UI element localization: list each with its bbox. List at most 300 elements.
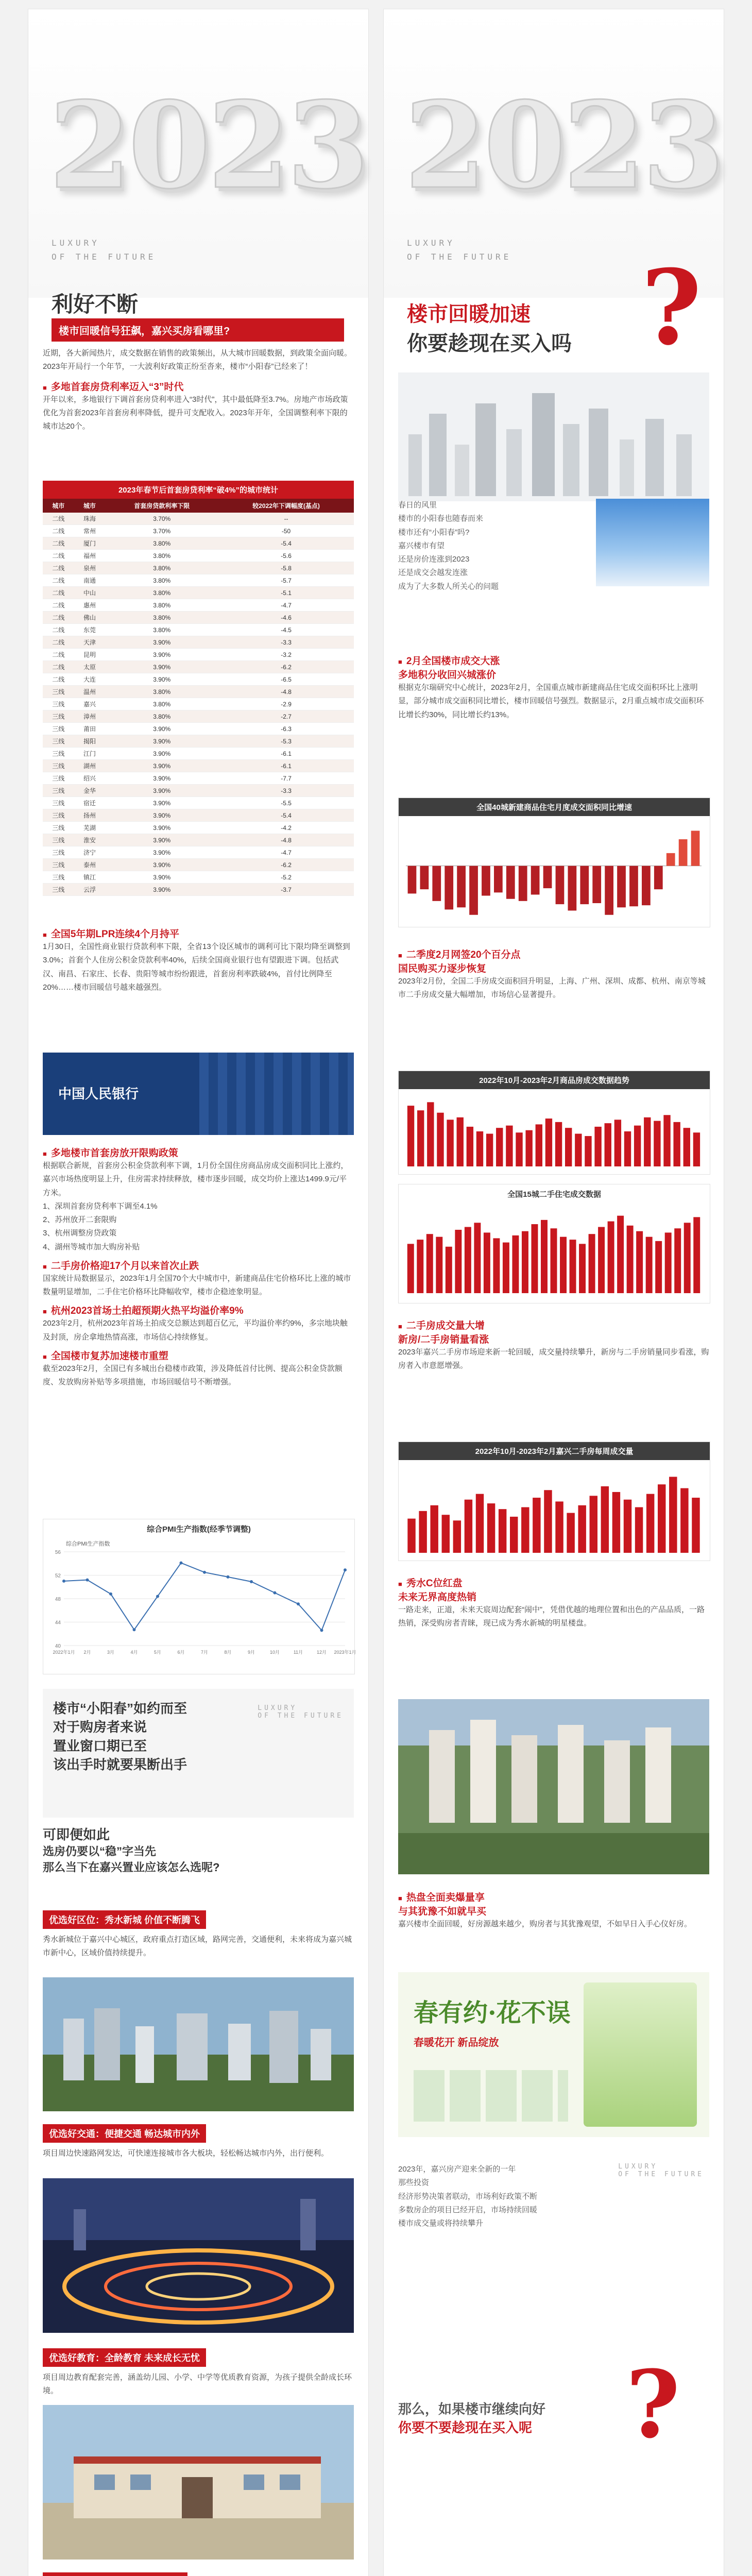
table-cell: 揭阳: [74, 735, 106, 748]
section-body: 2023年2月，杭州2023年首场土拍成交总额达到超百亿元，平均溢价率约9%，多宗地块触及封顶，房企拿地热情高涨，市场信心持续修复。: [43, 1319, 348, 1342]
table-cell: --: [218, 513, 354, 525]
bar: [430, 1505, 438, 1553]
chart-title: 全国40城新建商品住宅月度成交面积同比增速: [399, 798, 710, 816]
bar: [447, 1120, 453, 1166]
bar: [476, 1494, 484, 1553]
table-cell: 3.80%: [105, 599, 218, 612]
spring-subtitle: 春暖花开 新品绽放: [414, 2037, 499, 2048]
table-cell: 芜湖: [74, 822, 106, 834]
table-row: [43, 587, 354, 599]
table-row: [43, 649, 354, 661]
bar: [427, 1102, 434, 1166]
bar: [642, 866, 651, 905]
bar: [408, 866, 417, 894]
table-cell: 温州: [74, 686, 106, 698]
table-cell: 惠州: [74, 599, 106, 612]
table-cell: 三线: [43, 710, 74, 723]
table-cell: 三线: [43, 760, 74, 772]
advantage-2: [43, 2124, 354, 2160]
bar: [445, 866, 453, 910]
table-row: [43, 710, 354, 723]
bar: [646, 1494, 654, 1553]
table-row: [43, 612, 354, 624]
bar: [674, 1228, 681, 1293]
bar: [510, 1517, 518, 1553]
bar: [601, 1486, 609, 1553]
table-cell: -5.7: [218, 574, 354, 587]
traffic-photo: [43, 2178, 354, 2333]
bar: [693, 1217, 700, 1293]
table-row: [43, 723, 354, 735]
bar: [590, 1496, 597, 1553]
table-cell: 3.90%: [105, 859, 218, 871]
table-row: [43, 735, 354, 748]
bank-name: 中国人民银行: [58, 1086, 139, 1101]
right-title: 楼市回暖加速: [407, 303, 531, 326]
table-cell: 3.90%: [105, 871, 218, 884]
table-cell: -4.7: [218, 846, 354, 859]
table-cell: 3.90%: [105, 735, 218, 748]
table-cell: 二线: [43, 649, 74, 661]
school-photo: [43, 2405, 354, 2560]
district-photo-graphic: [43, 1977, 354, 2111]
weekly-chart-svg: [399, 1460, 709, 1560]
table-row: [43, 562, 354, 574]
section-heading: ■ 二季度2月网签20个百分点 国民购买力逐步恢复: [398, 947, 709, 975]
project-aerial-photo: [398, 1699, 709, 1874]
table-cell: -6.5: [218, 673, 354, 686]
trend-chart: [398, 1071, 710, 1175]
table-cell: 三线: [43, 686, 74, 698]
table-cell: 3.80%: [105, 698, 218, 710]
bar: [570, 1240, 576, 1293]
table-cell: 3.90%: [105, 834, 218, 846]
bar: [467, 1127, 473, 1166]
table-cell: 3.90%: [105, 772, 218, 785]
table-cell: 3.80%: [105, 587, 218, 599]
bar: [605, 866, 613, 915]
table-cell: -5.6: [218, 550, 354, 562]
table-cell: 3.90%: [105, 673, 218, 686]
table-row: [43, 673, 354, 686]
table-cell: -4.2: [218, 822, 354, 834]
bar: [578, 1505, 586, 1553]
bar: [568, 866, 577, 911]
table-cell: 3.70%: [105, 513, 218, 525]
table-row: [43, 636, 354, 649]
bar: [455, 1230, 462, 1293]
hero-tagline: LUXURY OF THE FUTURE: [407, 238, 512, 262]
data-point: [86, 1579, 89, 1582]
mid-q2: 选房仍要以“稳”字当先 那么当下在嘉兴置业应该怎么选呢?: [43, 1845, 220, 1874]
section-body: 国家统计局数据显示，2023年1月全国70个大中城市中，新建商品住宅价格环比上涨的城市数量明显增加，二手住宅价格环比降幅收窄，楼市企稳迹象明显。: [43, 1274, 351, 1296]
section-heading: ■ 热盘全面卖爆量享 与其犹豫不如就早买: [398, 1890, 709, 1918]
bar: [693, 1132, 700, 1166]
section-heading: ■ 全国楼市复苏加速楼市重塑: [43, 1348, 354, 1362]
table-cell: -2.7: [218, 710, 354, 723]
table-cell: 三线: [43, 834, 74, 846]
section-list: 1、深圳首套房贷利率下调至4.1% 2、苏州放开二套限购 3、杭州调整房贷政策 4、湖州等城市加大购房补贴: [43, 1201, 158, 1251]
question-mark-icon: ?: [641, 247, 702, 368]
table-cell: 二线: [43, 587, 74, 599]
bar: [493, 1238, 500, 1293]
bar: [665, 1232, 672, 1293]
data-point: [274, 1591, 277, 1595]
table-header-cell: 城市: [74, 499, 106, 513]
bar: [560, 1237, 567, 1293]
table-cell: 江门: [74, 748, 106, 760]
bar: [684, 1223, 691, 1293]
right-title-block: [407, 298, 572, 357]
bar: [627, 1226, 634, 1293]
rate-table-block: [43, 481, 354, 896]
intro-list-block: [398, 499, 709, 597]
table-cell: 三线: [43, 698, 74, 710]
table-row: [43, 525, 354, 537]
table-cell: 三线: [43, 822, 74, 834]
skyline-graphic: [398, 372, 709, 501]
bar: [432, 866, 441, 901]
bar: [465, 1227, 471, 1293]
bar: [624, 1131, 631, 1166]
table-row: [43, 859, 354, 871]
table-row: [43, 822, 354, 834]
trend-chart-svg: [399, 1089, 709, 1174]
table-cell: -4.8: [218, 686, 354, 698]
x-tick-label: 3月: [107, 1650, 115, 1655]
bar: [669, 1477, 677, 1553]
table-cell: -6.1: [218, 760, 354, 772]
hero-tagline: LUXURY OF THE FUTURE: [52, 238, 157, 262]
right-subtitle: 你要趁现在买入吗: [407, 332, 572, 355]
end-tagline: LUXURY OF THE FUTURE: [618, 2163, 704, 2178]
bar: [624, 1500, 631, 1553]
table-cell: -5.5: [218, 797, 354, 809]
x-tick-label: 2023年1月: [334, 1650, 356, 1655]
bar: [683, 1128, 690, 1166]
table-cell: -4.8: [218, 834, 354, 846]
table-header-cell: 较2022年下调幅度(基点): [218, 499, 354, 513]
bank-image: [43, 1053, 354, 1135]
table-cell: -2.9: [218, 698, 354, 710]
bar: [531, 866, 540, 895]
bar: [543, 866, 552, 888]
table-cell: 泉州: [74, 562, 106, 574]
bar: [407, 1244, 414, 1293]
intro-list: 春日的风里 楼市的小阳春也随春而来 楼市还有“小阳春”吗? 嘉兴楼市有望 还是房价连涨到2023 还是成交会越发连涨 成为了大多数人所关心的问题: [398, 501, 499, 591]
bar: [680, 1488, 688, 1553]
table-cell: -3.3: [218, 636, 354, 649]
intro-section: [43, 347, 354, 433]
purchase-limit-section: [43, 1145, 354, 1389]
table-cell: 3.80%: [105, 574, 218, 587]
y-tick-label: 56: [55, 1550, 61, 1555]
table-row: [43, 797, 354, 809]
chart-title: 全国15城二手住宅成交数据: [507, 1190, 601, 1199]
table-cell: 3.80%: [105, 562, 218, 574]
section-heading: ■ 秀水C位红盘 未来无界高度热销: [398, 1575, 709, 1603]
feature-strip: [414, 2070, 568, 2122]
table-cell: 淮安: [74, 834, 106, 846]
traffic-photo-graphic: [43, 2178, 354, 2333]
table-cell: 福州: [74, 550, 106, 562]
bar: [658, 1484, 665, 1553]
hero-year: 2023: [49, 76, 367, 215]
bar: [551, 1228, 557, 1293]
section-heading: ■ 全国5年期LPR连续4个月持平: [43, 926, 354, 940]
bar: [474, 1223, 481, 1293]
table-row: [43, 574, 354, 587]
mid-title-2: 对于购房者来说 置业窗口期已至 该出手时就要果断出手: [53, 1719, 187, 1773]
table-cell: -5.4: [218, 809, 354, 822]
advantage-heading: 优选好区位：秀水新城 价值不断腾飞: [43, 1910, 206, 1929]
table-cell: 三线: [43, 859, 74, 871]
table-row: [43, 748, 354, 760]
table-row: [43, 624, 354, 636]
table-cell: 三线: [43, 884, 74, 896]
section-body: 2023年2月份，全国二手房成交面积回升明显，上海、广州、深圳、成都、杭州、南京等城市二手房成交量大幅增加，市场信心显著提升。: [398, 977, 706, 999]
bar: [469, 866, 478, 915]
bar: [496, 1128, 503, 1166]
x-tick-label: 11月: [293, 1650, 303, 1655]
x-tick-label: 5月: [153, 1650, 162, 1655]
table-cell: 金华: [74, 785, 106, 797]
data-point: [320, 1629, 323, 1632]
district-photo: [43, 1977, 354, 2111]
table-cell: 3.90%: [105, 809, 218, 822]
advantage-body: 秀水新城位于嘉兴中心城区，政府重点打造区域，路网完善，交通便利，未来将成为嘉兴城市新中心，区域价值持续提升。: [43, 1935, 352, 1958]
table-header-cell: 城市: [43, 499, 74, 513]
section-body: 1月30日，全国性商业银行贷款利率下限，全省13个设区城市的调利可比下限均降至调整到3.0%；首套个人住房公积金贷款利率40%，后续全国商业银行也有望跟进下调。包括武汉、南昌、石家庄、长春、贵阳等城市纷纷跟进，首套房利率跌破4%，首付比例降至20%……楼市回暖信号越来越强烈。: [43, 942, 350, 992]
table-cell: 中山: [74, 587, 106, 599]
mid-q1: 可即便如此: [43, 1827, 110, 1842]
bar: [519, 866, 527, 901]
bar: [476, 1131, 483, 1166]
table-cell: 珠海: [74, 513, 106, 525]
advantage-body: 项目周边快速路网发达，可快速连接城市各大板块，轻松畅达城市内外，出行便利。: [43, 2149, 329, 2158]
table-cell: 济宁: [74, 846, 106, 859]
bar: [614, 1120, 621, 1166]
table-cell: 二线: [43, 513, 74, 525]
table-cell: 三线: [43, 772, 74, 785]
table-cell: -4.7: [218, 599, 354, 612]
table-cell: -6.3: [218, 723, 354, 735]
table-cell: 大连: [74, 673, 106, 686]
r-section-4: [398, 1575, 709, 1631]
pmi-chart-svg: [43, 1536, 356, 1671]
data-point: [156, 1595, 159, 1598]
table-cell: 三线: [43, 871, 74, 884]
table-cell: 三线: [43, 723, 74, 735]
table-cell: 3.80%: [105, 710, 218, 723]
table-cell: 三线: [43, 846, 74, 859]
bar: [654, 866, 663, 889]
table-row: [43, 686, 354, 698]
section-body: 根据克尔瑞研究中心统计，2023年2月，全国重点城市新建商品住宅成交面积环比上涨明显，部分城市成交面积同比增长，楼市回暖信号强烈。数据显示，2月重点城市成交面积环比增长约30%，同比增长约13%。: [398, 683, 704, 719]
bar: [691, 831, 700, 866]
table-cell: -4.6: [218, 612, 354, 624]
bar: [565, 1128, 572, 1166]
end-q2: 你要不要趁现在买入呢: [398, 2420, 533, 2436]
table-cell: 二线: [43, 562, 74, 574]
end-list: 2023年，嘉兴房产迎来全新的一年 那些投资 经济形势决策者联动，市场利好政策不断 多数房企的项目已经开启，市场持续回暖 楼市成交量或将持续攀升: [398, 2165, 538, 2228]
bar: [654, 1121, 660, 1166]
bar: [417, 1240, 423, 1293]
table-row: [43, 884, 354, 896]
table-cell: -6.1: [218, 748, 354, 760]
table-cell: 3.70%: [105, 525, 218, 537]
table-row: [43, 871, 354, 884]
bar: [655, 1241, 662, 1293]
bar: [437, 1113, 443, 1166]
chart-title: 2022年10月-2023年2月嘉兴二手房每周成交量: [399, 1442, 710, 1460]
mid-question: [43, 1825, 354, 1876]
section-body: 开年以来，多地银行下调首套房贷利率进入“3时代”，其中最低降至3.7%。房地产市场政策优化为首套2023年首套房利率降低，提升可支配收入。2023年开年，全国调整利率下限的城市达20个。: [43, 395, 348, 431]
x-tick-label: 7月: [200, 1650, 209, 1655]
project-aerial-graphic: [398, 1699, 709, 1874]
table-cell: 3.80%: [105, 612, 218, 624]
end-list-block: [398, 2163, 709, 2230]
table-cell: -50: [218, 525, 354, 537]
data-point: [133, 1628, 136, 1631]
section-body: 嘉兴楼市全面回暖，好房源越来越少，购房者与其犹豫观望，不如早日入手心仪好房。: [398, 1920, 692, 1928]
section-body: 根据联合新规，首套房公积金贷款利率下调，1月份全国住房商品房成交面积同比上涨约，嘉兴市场热度明显上升，住房需求持续释放，楼市逐步回暖，成交均价上涨达1499.9元/平方米。: [43, 1161, 349, 1197]
table-cell: 二线: [43, 550, 74, 562]
table-cell: 三线: [43, 785, 74, 797]
bar: [436, 1237, 442, 1293]
bar: [419, 1511, 426, 1553]
question-mark-icon: ?: [626, 2350, 680, 2459]
table-cell: 常州: [74, 525, 106, 537]
table-cell: 二线: [43, 525, 74, 537]
table-cell: 二线: [43, 537, 74, 550]
x-tick-label: 4月: [130, 1650, 138, 1655]
table-cell: 三线: [43, 735, 74, 748]
chart-title: 2022年10月-2023年2月商品房成交数据趋势: [399, 1071, 710, 1089]
mid-tagline: LUXURY OF THE FUTURE: [258, 1704, 344, 1720]
table-row: [43, 760, 354, 772]
table-cell: 3.80%: [105, 537, 218, 550]
building-render: [584, 1982, 697, 2127]
table-cell: -5.2: [218, 871, 354, 884]
table-cell: 泰州: [74, 859, 106, 871]
bar: [426, 1234, 433, 1293]
bar: [499, 1509, 506, 1553]
table-cell: 3.90%: [105, 661, 218, 673]
table-cell: 绍兴: [74, 772, 106, 785]
intro-text: 近期，各大新闻热片，成交数据在销售的政策频出，从大城市回暖数据，到政策全面向暖。2023年开局行一个年节，一大波利好政策正纷至沓来，楼市“小阳春”已经来了！: [43, 349, 352, 371]
table-cell: 3.90%: [105, 748, 218, 760]
data-point: [250, 1580, 253, 1583]
table-cell: -3.7: [218, 884, 354, 896]
bar: [598, 1227, 605, 1293]
y-tick-label: 40: [55, 1643, 61, 1649]
table-cell: 二线: [43, 661, 74, 673]
yoy-chart: [398, 798, 710, 927]
table-row: [43, 537, 354, 550]
bar: [494, 866, 503, 893]
table-cell: 天津: [74, 636, 106, 649]
table-cell: -4.5: [218, 624, 354, 636]
bar: [457, 866, 466, 908]
table-cell: -5.4: [218, 537, 354, 550]
bar: [457, 1117, 464, 1166]
bar: [465, 1500, 472, 1553]
bar: [617, 866, 626, 908]
r-section-3: [398, 1318, 709, 1373]
resale-chart: [398, 1184, 710, 1303]
bar: [679, 839, 688, 866]
table-cell: -3.2: [218, 649, 354, 661]
bar: [663, 1115, 670, 1166]
table-cell: 云浮: [74, 884, 106, 896]
pmi-chart: [43, 1519, 355, 1674]
bar: [487, 1503, 495, 1553]
rate-table: [43, 499, 354, 896]
bar: [555, 1122, 562, 1166]
bar: [567, 1513, 574, 1553]
bar: [446, 1247, 452, 1293]
bar: [635, 1507, 643, 1553]
table-cell: 二线: [43, 574, 74, 587]
bar: [484, 1232, 490, 1293]
table-cell: 3.90%: [105, 636, 218, 649]
bar: [594, 1127, 601, 1166]
x-tick-label: 10月: [269, 1650, 280, 1655]
table-cell: 二线: [43, 624, 74, 636]
table-cell: 昆明: [74, 649, 106, 661]
bar: [521, 1507, 529, 1553]
table-cell: 莆田: [74, 723, 106, 735]
r-section-2: [398, 947, 709, 1002]
r-section-5: [398, 1890, 709, 1931]
bar: [575, 1134, 582, 1166]
x-tick-label: 6月: [177, 1650, 185, 1655]
bar: [525, 1130, 532, 1166]
data-point: [203, 1571, 206, 1574]
table-cell: 3.90%: [105, 785, 218, 797]
table-cell: 漳州: [74, 710, 106, 723]
table-cell: 3.90%: [105, 884, 218, 896]
table-cell: 湖州: [74, 760, 106, 772]
mid-callout: [43, 1689, 354, 1818]
table-cell: 宿迁: [74, 797, 106, 809]
chart-title: 综合PMI生产指数(经季节调整): [147, 1525, 251, 1534]
table-cell: 3.90%: [105, 723, 218, 735]
table-cell: -5.3: [218, 735, 354, 748]
table-cell: -5.1: [218, 587, 354, 599]
table-row: [43, 772, 354, 785]
table-cell: 南通: [74, 574, 106, 587]
table-cell: 3.80%: [105, 686, 218, 698]
table-cell: 东莞: [74, 624, 106, 636]
left-title: 利好不断: [52, 292, 139, 316]
bar: [666, 853, 675, 866]
y-tick-label: 52: [55, 1573, 61, 1579]
table-cell: 厦门: [74, 537, 106, 550]
table-cell: 三线: [43, 809, 74, 822]
x-tick-label: 2022年1月: [53, 1650, 75, 1655]
table-cell: 3.90%: [105, 649, 218, 661]
advantage-3: [43, 2348, 354, 2398]
table-caption: 2023年春节后首套房贷利率“破4%”的城市统计: [43, 481, 354, 499]
data-point: [297, 1602, 300, 1605]
table-cell: 二线: [43, 636, 74, 649]
weekly-chart: [398, 1442, 710, 1561]
advantage-heading: 优选好教育：全龄教育 未来成长无忧: [43, 2348, 206, 2367]
table-cell: -5.8: [218, 562, 354, 574]
table-row: [43, 846, 354, 859]
